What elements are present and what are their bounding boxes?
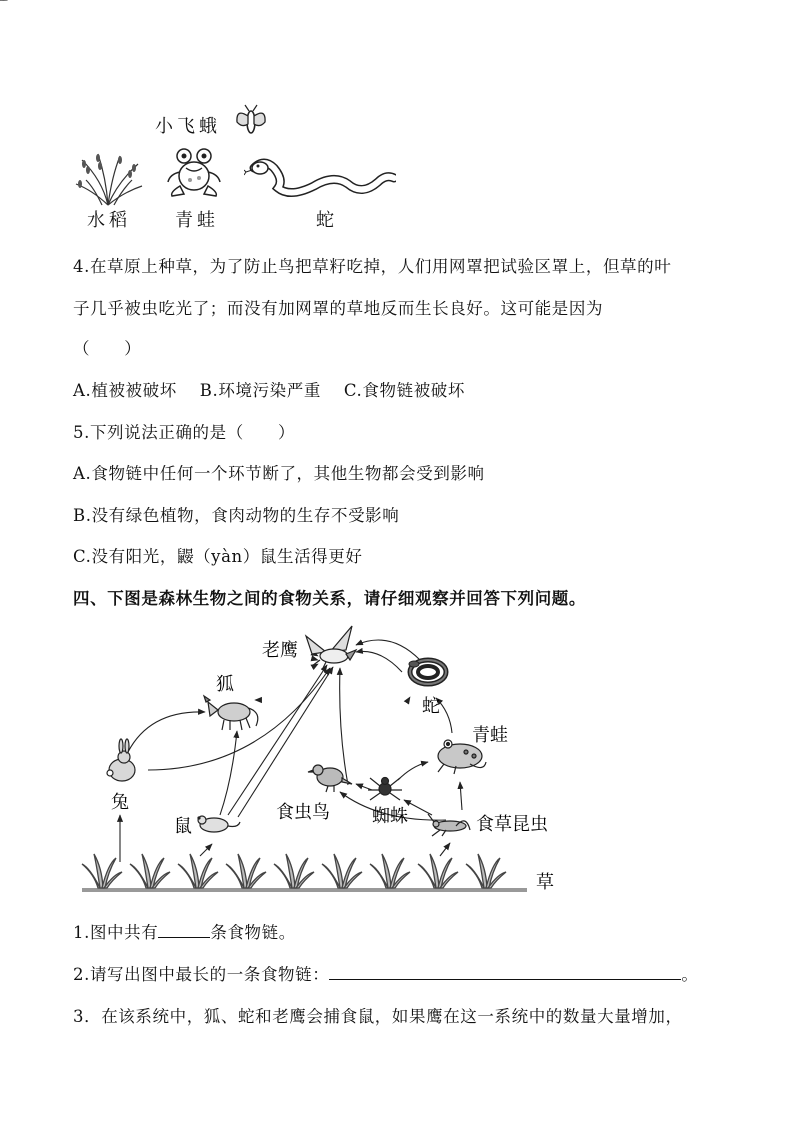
snake-web-label: 蛇 — [422, 696, 440, 717]
q2-prefix: 2.请写出图中最长的一条食物链： — [73, 965, 330, 984]
arrow-mouse-eagle-2 — [238, 667, 333, 817]
arrow-snake-eagle — [356, 651, 402, 672]
arrow-herb-insect-spider — [404, 800, 432, 815]
rabbit-label: 兔 — [111, 792, 129, 813]
q5-option-a: A.食物链中任何一个环节断了，其他生物都会受到影响 — [73, 464, 485, 483]
spider-illustration — [368, 778, 402, 801]
arrow-spider-frog — [398, 762, 428, 780]
q4-answer-paren: （ ） — [73, 339, 142, 358]
rabbit-illustration — [107, 739, 135, 781]
grass-label: 草 — [536, 872, 554, 893]
q3-line: 3．在该系统中，狐、蛇和老鹰会捕食鼠，如果鹰在这一系统中的数量大量增加， — [73, 1007, 683, 1026]
arrow-grass-mouse — [200, 844, 212, 856]
arrow-rabbit-fox — [128, 712, 205, 752]
grasshopper-illustration — [428, 814, 470, 836]
q4-line-2: 子几乎被虫吃光了；而没有加网罩的草地反而生长良好。这可能是因为 — [73, 299, 604, 318]
arrow-snake-to-eagle-top — [356, 640, 420, 660]
mouse-label: 鼠 — [174, 816, 192, 837]
eagle-label: 老鹰 — [262, 640, 298, 661]
mouse-illustration — [198, 816, 240, 832]
fox-illustration — [204, 696, 258, 730]
arrow-fox-eagle — [250, 664, 318, 698]
frog-label: 青蛙 — [175, 210, 219, 231]
q1-prefix: 1.图中共有 — [73, 923, 159, 942]
insect-bird-label: 食虫鸟 — [276, 802, 330, 823]
arrow-mouse-eagle-1 — [228, 665, 327, 815]
eagle-illustration — [306, 626, 356, 670]
arrow-mouse-fox — [220, 731, 237, 815]
q5-option-c: C.没有阳光，鼹（yàn）鼠生活得更好 — [73, 547, 363, 566]
arrow-spider-insect-bird — [356, 784, 372, 790]
arrow-herb-insect-frog — [460, 782, 462, 810]
q5-stem: 5.下列说法正确的是（ ） — [73, 423, 296, 442]
q1-suffix: 条食物链。 — [210, 923, 296, 942]
q4-line-1: 4.在草原上种草，为了防止鸟把草籽吃掉，人们用网罩把试验区罩上，但草的叶 — [73, 257, 672, 276]
section-4-heading: 四、下图是森林生物之间的食物关系，请仔细观察并回答下列问题。 — [73, 589, 586, 608]
q5-option-b: B.没有绿色植物，食肉动物的生存不受影响 — [73, 506, 400, 525]
q4-options: A.植被被破坏 B.环境污染严重 C.食物链被破坏 — [73, 381, 466, 400]
arrow-grass-herb-insect — [440, 843, 450, 856]
rice-label: 水稻 — [87, 210, 131, 231]
frog-web-label: 青蛙 — [472, 725, 508, 746]
q2-answer-blank[interactable] — [329, 963, 681, 980]
herb-insect-label: 食草昆虫 — [476, 814, 548, 835]
fox-label: 狐 — [216, 674, 234, 695]
q1-line — [73, 919, 296, 943]
snake-coil-illustration — [409, 660, 446, 684]
arrow-insect-bird-eagle — [340, 668, 348, 785]
q2-suffix: 。 — [681, 965, 699, 984]
q2-line — [73, 961, 698, 985]
moth-label: 小飞蛾 — [155, 116, 221, 137]
spider-label: 蜘蛛 — [372, 806, 408, 827]
snake-label: 蛇 — [316, 210, 334, 231]
q1-answer-blank[interactable] — [158, 921, 210, 938]
